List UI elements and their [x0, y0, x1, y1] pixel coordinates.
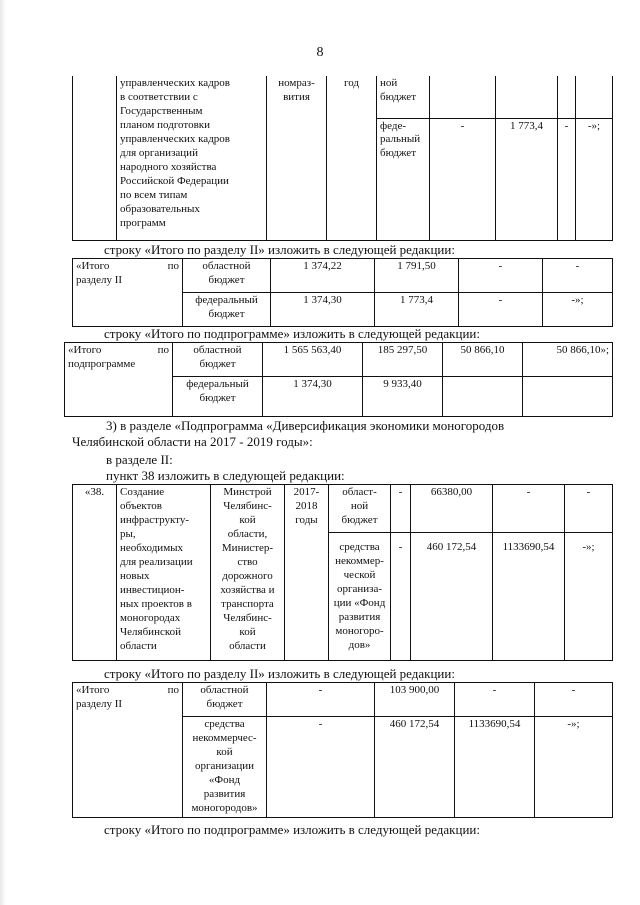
t4-desc-line: ных проектов в: [120, 597, 192, 610]
t2-label-line: разделу II: [76, 273, 123, 286]
t4-source-line: ной: [350, 499, 369, 512]
t3-r1-c3: 50 866,10: [443, 343, 523, 377]
t5-r1-c4: -: [535, 683, 613, 717]
t4-desc-line: ры,: [120, 527, 136, 540]
t4-desc-line: инвестицион-: [120, 583, 185, 596]
t2-r2-c3: -: [459, 293, 543, 327]
t1-years-cell: год: [327, 76, 377, 240]
table-total-section: [72, 258, 613, 327]
t5-source-line: средства: [204, 718, 245, 730]
t3-r1-c2: 185 297,50: [363, 343, 443, 377]
paragraph-3-line-1: 3) в разделе «Подпрограмма «Диверсификация экономики моногородов: [106, 418, 505, 433]
t1-r1-c9: [576, 76, 613, 118]
t4-source-line: некоммер-: [335, 554, 384, 567]
t4-source-line: моногоро-: [335, 624, 384, 637]
t3-label-line: подпрограмме: [68, 357, 136, 370]
instruction-line: строку «Итого по разделу II» изложить в следующей редакции:: [104, 242, 455, 257]
t5-r1-c2: 103 900,00: [375, 683, 455, 717]
t4-desc-line: для реализации: [120, 555, 193, 568]
t4-desc-line: необходимых: [120, 541, 184, 554]
t1-desc-line-justified: в соответствии с: [120, 90, 198, 103]
t2-r1-source: [183, 259, 271, 293]
t4-source-line: област-: [342, 486, 377, 498]
t1-exec-line: номраз-: [278, 77, 315, 89]
instruction-line: строку «Итого по подпрограмме» изложить в следующей редакции:: [104, 326, 480, 341]
t5-source-line: некоммерчес-: [192, 731, 257, 744]
t2-r1-c4: -: [543, 259, 613, 293]
t4-exec-line: дорожного: [222, 569, 273, 582]
t4-source-line: средства: [339, 541, 380, 553]
t4-exec-line: Челябинс-: [223, 499, 272, 512]
t2-r1-c1: 1 374,22: [271, 259, 375, 293]
t1-desc-line: народного хозяйства: [120, 160, 217, 173]
t1-r1-source-line: ной: [380, 77, 398, 89]
t5-r2-source: [183, 717, 267, 818]
t4-years-line: 2017-: [293, 486, 320, 498]
t4-exec-line: Челябинс-: [223, 611, 272, 624]
t1-r1-c6: [430, 76, 496, 118]
instruction-line: строку «Итого по подпрограмме» изложить в следующей редакции:: [104, 822, 480, 837]
t4-r2-c3: 1133690,54: [493, 533, 565, 661]
t2-label-line: «Итого по: [76, 260, 179, 272]
point-line: пункт 38 изложить в следующей редакции:: [106, 468, 345, 483]
t4-exec-cell: [211, 485, 285, 661]
t4-source-line: дов»: [348, 638, 371, 651]
t4-source-line: организа-: [336, 582, 383, 595]
t4-exec-line: ство: [237, 555, 258, 568]
t2-source-line: бюджет: [208, 273, 245, 286]
instruction-line: строку «Итого по разделу II» изложить в следующей редакции:: [104, 666, 455, 681]
t5-source-line: бюджет: [206, 697, 243, 710]
t4-desc-line: моногородах: [120, 611, 181, 624]
t3-source-line: областной: [193, 344, 242, 356]
t5-r2-c3: 1133690,54: [455, 717, 535, 818]
t2-source-line: бюджет: [208, 307, 245, 320]
t4-r1-c2: 66380,00: [411, 485, 493, 533]
t5-source-line: «Фонд: [208, 773, 241, 786]
t1-r1-source-line: бюджет: [380, 90, 416, 103]
t1-r2-c6: -: [430, 118, 496, 240]
t5-label-line: «Итого по: [76, 684, 179, 696]
t4-desc-cell: [117, 485, 211, 661]
t5-r2-c2: 460 172,54: [375, 717, 455, 818]
t2-r2-source: [183, 293, 271, 327]
t3-source-line: бюджет: [199, 357, 236, 370]
t2-r2-c4: -»;: [543, 293, 613, 327]
t4-r1-c1: -: [391, 485, 411, 533]
t5-source-line: моногородов»: [191, 801, 258, 814]
t1-r1-c8: [558, 76, 576, 118]
t1-num-cell: [73, 76, 117, 240]
t4-exec-line: области,: [227, 527, 268, 540]
t4-desc-line: новых: [120, 569, 150, 582]
t4-r2-c1: -: [391, 533, 411, 661]
t2-r2-c1: 1 374,30: [271, 293, 375, 327]
t5-source-line: областной: [200, 684, 249, 696]
table-continuation: [72, 76, 613, 241]
t3-r1-c4: 50 866,10»;: [523, 343, 613, 377]
t4-years-line: 2018: [295, 499, 318, 512]
t4-source-line: ции «Фонд: [333, 596, 386, 609]
t1-desc-cell: [117, 76, 267, 240]
t4-r1-source: [329, 485, 391, 533]
t4-source-line: ческой: [343, 568, 376, 581]
t1-desc-line: программ: [120, 216, 166, 229]
t4-exec-line: области: [229, 639, 266, 652]
t1-desc-line: для организаций: [120, 146, 198, 159]
t4-years-line: годы: [295, 513, 318, 526]
t5-label-cell: [73, 683, 183, 818]
paragraph-3-line-2: Челябинской области на 2017 - 2019 годы»:: [72, 434, 313, 449]
t4-exec-line: Минстрой: [223, 486, 272, 498]
t5-r1-source: [183, 683, 267, 717]
t5-label-line: разделу II: [76, 697, 123, 710]
t5-r2-c4: -»;: [535, 717, 613, 818]
t3-r2-c4: [523, 377, 613, 417]
t2-source-line: федеральный: [195, 294, 258, 306]
t4-exec-line: хозяйства и: [220, 583, 275, 596]
t3-r1-source: [173, 343, 263, 377]
t4-r2-source: [329, 533, 391, 661]
page-number: 8: [316, 45, 324, 60]
t4-desc-line: области: [120, 639, 157, 652]
t3-source-line: бюджет: [199, 391, 236, 404]
t1-r2-source-line: ральный: [380, 133, 421, 146]
t1-desc-line: управленческих кадров: [120, 132, 230, 145]
t4-r1-c4: -: [565, 485, 613, 533]
t1-r2-c7: 1 773,4: [496, 118, 558, 240]
t1-r1-source: [377, 76, 430, 118]
t4-num-cell: «38.: [73, 485, 117, 661]
t1-desc-line: по всем типам: [120, 188, 188, 201]
t5-source-line: организации: [194, 759, 255, 772]
t3-label-cell: [65, 343, 173, 417]
t1-r2-source-line: бюджет: [380, 147, 416, 160]
t3-r1-c1: 1 565 563,40: [263, 343, 363, 377]
t4-exec-line: кой: [239, 625, 256, 638]
t1-r2-c8: -: [558, 118, 576, 240]
t1-r2-c9: -»;: [576, 118, 613, 240]
section-line: в разделе II:: [106, 452, 173, 467]
t1-desc-line: Государственным: [120, 104, 203, 117]
t4-r2-c2: 460 172,54: [411, 533, 493, 661]
t4-r1-c3: -: [493, 485, 565, 533]
t5-r1-c1: -: [267, 683, 375, 717]
t5-r2-c1: -: [267, 717, 375, 818]
t2-label-cell: [73, 259, 183, 327]
table-total-section-2: [72, 682, 613, 818]
t4-r2-c4: -»;: [565, 533, 613, 661]
t1-desc-line: образовательных: [120, 202, 200, 215]
t2-r2-c2: 1 773,4: [375, 293, 459, 327]
t4-desc-line: Челябинской: [120, 625, 182, 638]
table-item-38: [72, 484, 613, 661]
t4-exec-line: Министер-: [221, 541, 274, 554]
t1-exec-line: вития: [283, 90, 310, 103]
t4-desc-line: инфраструкту-: [120, 513, 189, 526]
t1-exec-cell: [267, 76, 327, 240]
t3-r2-c1: 1 374,30: [263, 377, 363, 417]
t1-desc-line: Российской Федерации: [120, 174, 229, 187]
t5-source-line: развития: [203, 787, 246, 800]
t1-r2-source: [377, 118, 430, 240]
t3-r2-c2: 9 933,40: [363, 377, 443, 417]
t1-r1-c7: [496, 76, 558, 118]
t4-source-line: развития: [338, 610, 381, 623]
t4-desc-line: объектов: [120, 499, 162, 512]
t4-exec-line: транспорта: [221, 597, 274, 610]
t2-source-line: областной: [202, 260, 251, 272]
t4-years-cell: [285, 485, 329, 661]
t3-label-line: «Итого по: [68, 344, 169, 356]
t4-desc-line: Создание: [120, 486, 165, 498]
t3-source-line: федеральный: [186, 378, 249, 390]
t4-exec-line: кой: [239, 513, 256, 526]
t1-desc-line: управленческих кадров: [120, 77, 230, 89]
scan-edge-shadow: [0, 0, 6, 905]
t4-source-line: бюджет: [341, 513, 378, 526]
t2-r1-c2: 1 791,50: [375, 259, 459, 293]
t3-r2-source: [173, 377, 263, 417]
t5-r1-c3: -: [455, 683, 535, 717]
t3-r2-c3: [443, 377, 523, 417]
t5-source-line: кой: [216, 745, 233, 758]
t1-r2-source-line: феде-: [380, 119, 407, 132]
t2-r1-c3: -: [459, 259, 543, 293]
table-total-subprogram: [64, 342, 613, 417]
t1-desc-line: планом подготовки: [120, 118, 210, 131]
